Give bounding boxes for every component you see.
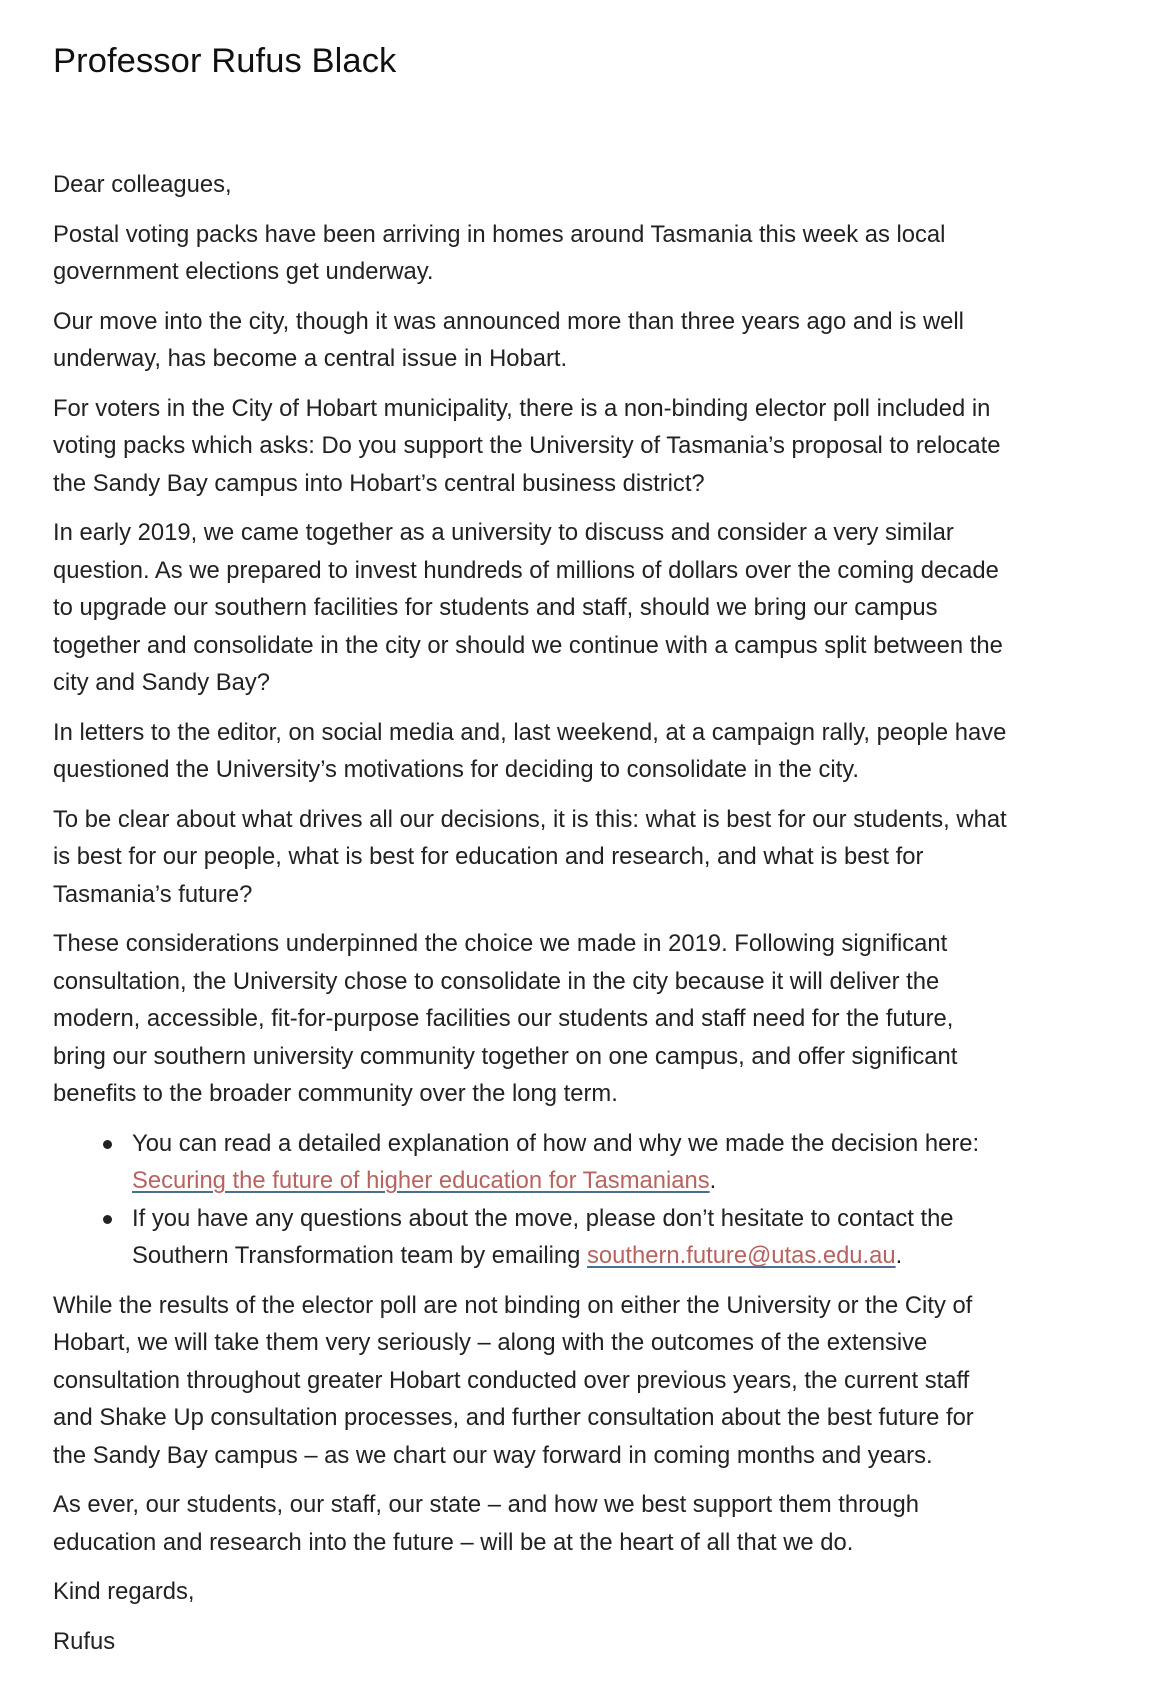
paragraph-line: underway, has become a central issue in Hobart. — [53, 345, 568, 372]
greeting-text: Dear colleagues, — [53, 171, 232, 198]
bullet-text: You can read a detailed explanation of how and why we made the decision here: — [132, 1129, 980, 1157]
paragraph — [53, 303, 1133, 378]
email-link[interactable]: southern.future@utas.edu.au — [587, 1242, 896, 1269]
paragraph-line: To be clear about what drives all our decisions, it is this: what is best for our students, what — [53, 805, 1007, 833]
paragraph-line: As ever, our students, our staff, our state – and how we best support them through — [53, 1491, 920, 1518]
paragraph — [53, 925, 1133, 1113]
letter-paragraphs — [53, 216, 1133, 1113]
paragraph-line: the Sandy Bay campus into Hobart’s central business district? — [53, 469, 705, 497]
paragraph — [53, 1486, 1133, 1561]
paragraph-line: and Shake Up consultation processes, and further consultation about the best future for — [53, 1404, 974, 1431]
greeting — [53, 166, 1133, 204]
paragraph — [53, 216, 1133, 291]
paragraph-line: These considerations underpinned the choice we made in 2019. Following significant — [53, 930, 948, 957]
letter-body — [53, 166, 1133, 1672]
paragraph-line: Hobart, we will take them very seriously – along with the outcomes of the extensive — [53, 1329, 928, 1356]
sign-off-text: Kind regards, — [53, 1578, 195, 1605]
paragraph-line: modern, accessible, fit-for-purpose facilities our students and staff need for the future, — [53, 1005, 954, 1032]
bullet-icon — [103, 1215, 112, 1224]
sign-off — [53, 1573, 1133, 1611]
signature-text: Rufus — [53, 1627, 116, 1655]
paragraph — [53, 1287, 1133, 1475]
securing-future-link[interactable]: Securing the future of higher education for Tasmanians — [132, 1167, 710, 1194]
paragraph-line: consultation throughout greater Hobart conducted over previous years, the current staff — [53, 1366, 970, 1394]
paragraph-line: In letters to the editor, on social media and, last weekend, at a campaign rally, people have — [53, 718, 1007, 746]
paragraph — [53, 514, 1133, 702]
paragraph-line: benefits to the broader community over the long term. — [53, 1080, 618, 1107]
paragraph — [53, 714, 1133, 789]
paragraph-line: city and Sandy Bay? — [53, 669, 270, 696]
paragraph-line: is best for our people, what is best for education and research, and what is best for — [53, 843, 924, 870]
paragraph-line: Postal voting packs have been arriving in homes around Tasmania this week as local — [53, 220, 946, 248]
paragraph-line: questioned the University’s motivations for deciding to consolidate in the city. — [53, 756, 860, 783]
paragraph-line: bring our southern university community together on one campus, and offer significant — [53, 1042, 958, 1070]
bullet-item-contact — [53, 1200, 1133, 1275]
paragraph-line: Our move into the city, though it was announced more than three years ago and is well — [53, 307, 964, 335]
paragraph-line: to upgrade our southern facilities for students and staff, should we bring our campus — [53, 594, 938, 621]
paragraph-line: education and research into the future – will be at the heart of all that we do. — [53, 1528, 854, 1556]
paragraph-line: consultation, the University chose to consolidate in the city because it will deliver the — [53, 967, 940, 995]
bullet-icon — [103, 1140, 112, 1149]
bullet-list — [53, 1125, 1133, 1275]
sender-name-heading: Professor Rufus Black — [53, 42, 397, 80]
signature — [53, 1623, 1133, 1661]
paragraph — [53, 390, 1133, 503]
paragraph-line: the Sandy Bay campus – as we chart our way forward in coming months and years. — [53, 1441, 933, 1469]
paragraph-line: Tasmania’s future? — [53, 880, 253, 908]
closing-paragraphs — [53, 1287, 1133, 1562]
paragraph-line: While the results of the elector poll are not binding on either the University or the City of — [53, 1291, 973, 1319]
bullet-text-prefix: Southern Transformation team by emailing — [132, 1242, 588, 1269]
bullet-item-explanation — [53, 1125, 1133, 1200]
bullet-suffix: . — [895, 1242, 903, 1269]
paragraph-line: question. As we prepared to invest hundreds of millions of dollars over the coming decade — [53, 556, 999, 584]
paragraph-line: In early 2019, we came together as a university to discuss and consider a very similar — [53, 519, 954, 546]
paragraph-line: together and consolidate in the city or should we continue with a campus split between the — [53, 631, 1003, 659]
paragraph — [53, 801, 1133, 914]
bullet-text: If you have any questions about the move, please don’t hesitate to contact the — [132, 1204, 954, 1232]
paragraph-line: government elections get underway. — [53, 258, 434, 285]
paragraph-line: voting packs which asks: Do you support the University of Tasmania’s proposal to relocate — [53, 432, 1001, 459]
bullet-suffix: . — [709, 1167, 717, 1194]
paragraph-line: For voters in the City of Hobart municipality, there is a non-binding elector poll included in — [53, 394, 991, 422]
